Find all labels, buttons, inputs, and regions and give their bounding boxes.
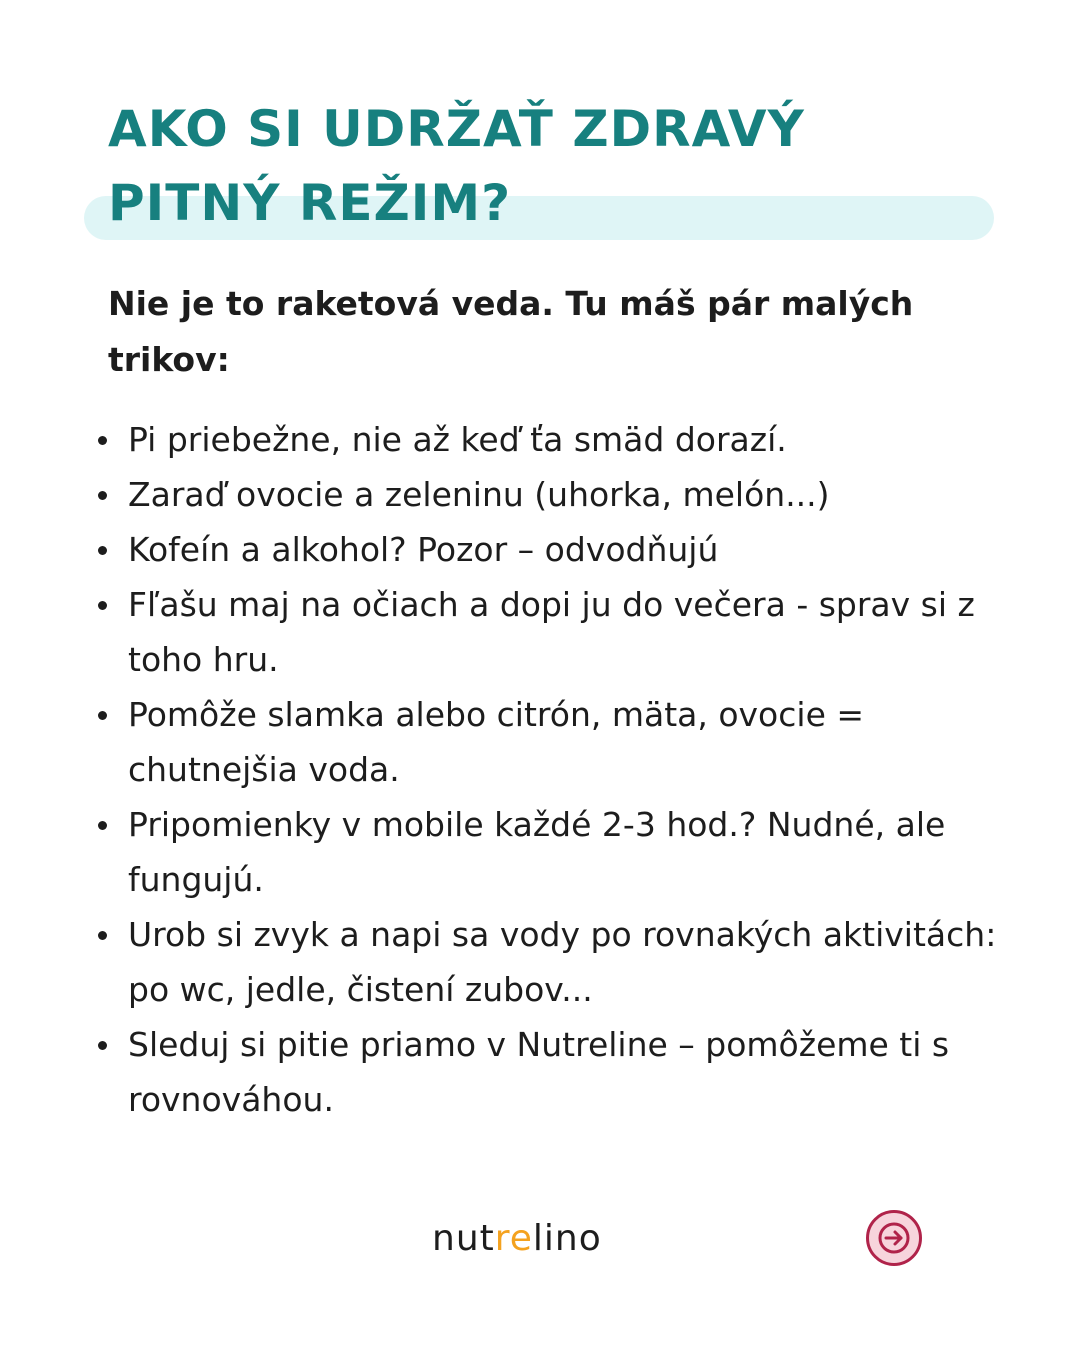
list-item [98,797,1028,907]
bullet-icon [98,931,107,940]
list-item [98,522,1028,577]
bullet-icon [98,546,107,555]
title-line-2: PITNÝ REŽIM? [108,174,512,232]
tips-list [98,412,1028,1127]
tip-text: Fľašu maj na očiach a dopi ju do večera - sprav si z toho hru. [128,585,975,679]
bullet-icon [98,821,107,830]
list-item [98,412,1028,467]
list-item [98,907,1028,1017]
arrow-right-circle-icon [877,1221,911,1255]
bullet-icon [98,601,107,610]
list-item [98,687,1028,797]
logo-text-end: lino [532,1218,602,1259]
tip-text: Pomôže slamka alebo citrón, mäta, ovocie = chutnejšia voda. [128,695,865,789]
subtitle: Nie je to raketová veda. Tu máš pár malých trikov: [108,284,914,379]
logo-text-accent: re [494,1218,533,1259]
list-item [98,467,1028,522]
tip-text: Sleduj si pitie priamo v Nutreline – pomôžeme ti s rovnováhou. [128,1025,950,1119]
tip-text: Pripomienky v mobile každé 2-3 hod.? Nudné, ale fungujú. [128,805,946,899]
bullet-icon [98,1041,107,1050]
bullet-icon [98,436,107,445]
next-button[interactable] [866,1210,922,1266]
brand-logo [432,1214,602,1264]
page-title [108,92,805,240]
logo-text-start: nut [432,1218,495,1259]
list-item [98,577,1028,687]
tip-text: Pi priebežne, nie až keď ťa smäd dorazí. [128,420,787,459]
list-item [98,1017,1028,1127]
title-block [84,92,996,242]
tip-text: Zaraď ovocie a zeleninu (uhorka, melón...) [128,475,830,514]
tip-text: Kofeín a alkohol? Pozor – odvodňujú [128,530,719,569]
tip-text: Urob si zvyk a napi sa vody po rovnakých aktivitách: po wc, jedle, čistení zubov... [128,915,997,1009]
title-line-1: AKO SI UDRŽAŤ ZDRAVÝ [108,100,805,158]
bullet-icon [98,711,107,720]
bullet-icon [98,491,107,500]
